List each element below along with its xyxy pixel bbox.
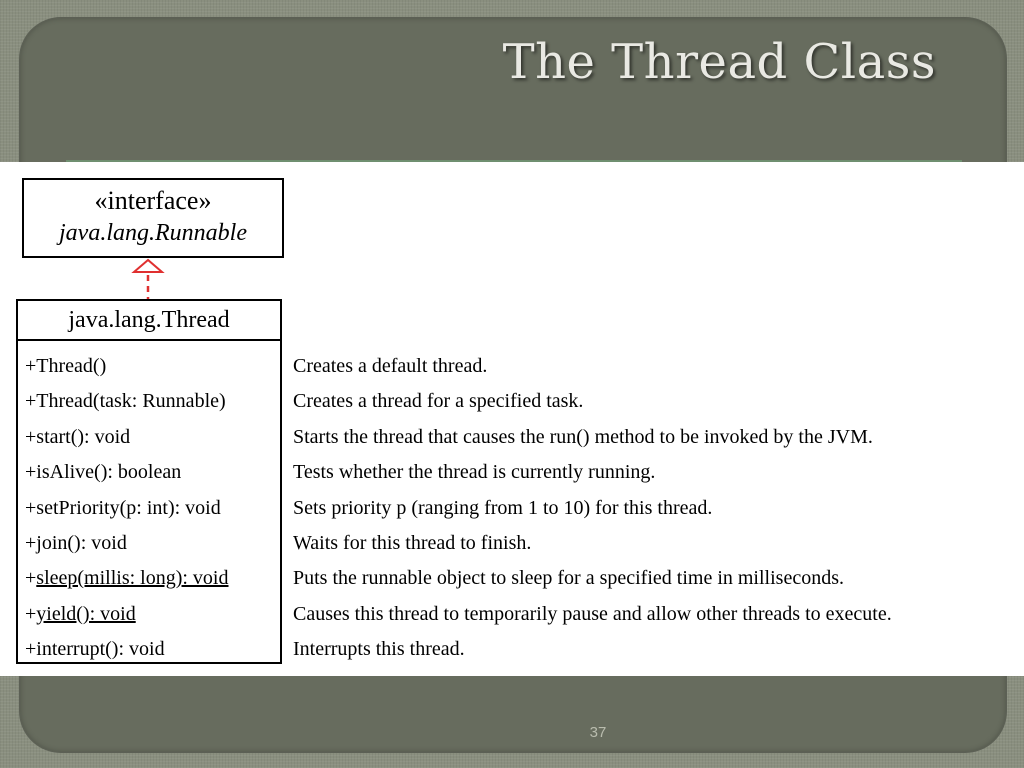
method-setpriority: +setPriority(p: int): void <box>25 496 221 519</box>
description-thread-task: Creates a thread for a specified task. <box>293 390 584 413</box>
slide-title: The Thread Class <box>502 34 936 90</box>
description-setpriority: Sets priority p (ranging from 1 to 10) for this thread. <box>293 496 713 519</box>
description-join: Waits for this thread to finish. <box>293 531 532 554</box>
method-start: +start(): void <box>25 425 131 448</box>
method-sleep: +sleep(millis: long): void <box>25 567 229 590</box>
arrow-head <box>134 260 162 272</box>
method-thread: +Thread() <box>25 355 107 377</box>
method-yield: +yield(): void <box>25 602 136 625</box>
method-isalive: +isAlive(): boolean <box>25 461 182 484</box>
class-name-box <box>16 299 282 341</box>
description-interrupt: Interrupts this thread. <box>293 638 465 661</box>
method-thread-task: +Thread(task: Runnable) <box>25 390 226 413</box>
page-number: 37 <box>589 724 607 741</box>
interface-name: java.lang.Runnable <box>59 220 247 246</box>
method-descriptions <box>293 349 1013 668</box>
description-yield: Causes this thread to temporarily pause and allow other threads to execute. <box>293 602 892 625</box>
class-name: java.lang.Thread <box>68 307 230 333</box>
description-sleep: Puts the runnable object to sleep for a specified time in milliseconds. <box>293 567 844 590</box>
description-isalive: Tests whether the thread is currently running. <box>293 461 656 484</box>
class-methods-box <box>16 339 282 664</box>
description-thread: Creates a default thread. <box>293 355 488 377</box>
realization-arrow-icon <box>128 257 168 303</box>
description-start: Starts the thread that causes the run() method to be invoked by the JVM. <box>293 425 873 448</box>
interface-stereotype: «interface» <box>94 186 212 215</box>
interface-box <box>22 178 284 258</box>
method-join: +join(): void <box>25 531 127 554</box>
method-interrupt: +interrupt(): void <box>25 638 165 661</box>
